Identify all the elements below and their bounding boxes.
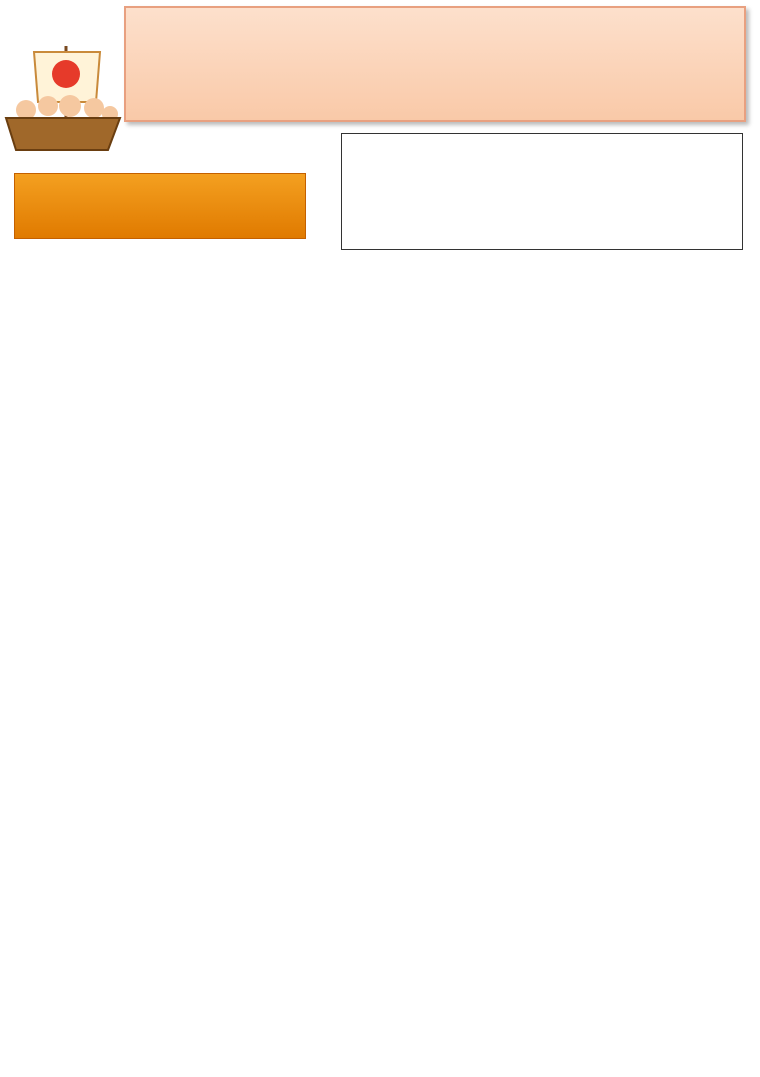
calendar-grid <box>38 257 742 1069</box>
credits-box <box>341 133 743 250</box>
title-banner <box>124 6 746 122</box>
treasure-ship-illustration <box>4 40 122 152</box>
month-banner <box>14 173 306 239</box>
